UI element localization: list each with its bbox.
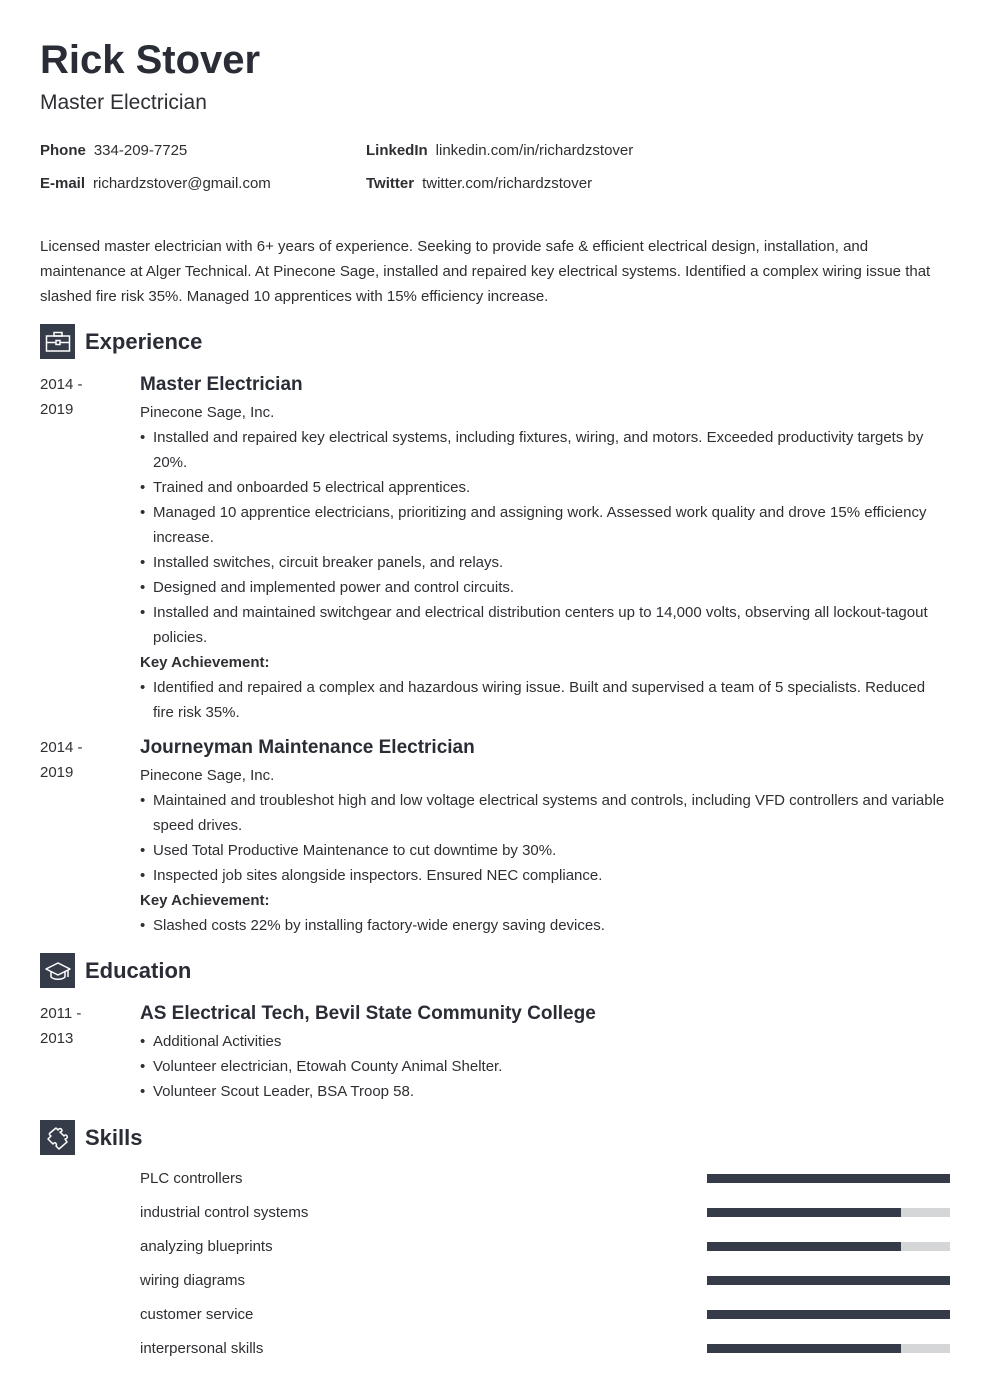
job-bullets [140,788,950,888]
skill-row [140,1331,950,1365]
skill-row [140,1229,950,1263]
education-end: 2013 [40,1030,74,1047]
skill-level-bar [707,1276,950,1285]
contact-phone-label: Phone [40,142,86,159]
skill-level-fill [707,1174,950,1183]
list-item: • Managed 10 apprentice electricians, prioritizing and assigning work. Assessed work quality and drove 15% efficiency increase. [140,500,950,550]
job-role: Journeyman Maintenance Electrician [140,737,475,758]
skill-name: interpersonal skills [140,1339,264,1357]
list-item: • Used Total Productive Maintenance to cut downtime by 30%. [140,838,950,863]
skill-name: wiring diagrams [140,1271,246,1289]
job-start: 2014 - [40,376,83,393]
list-item: • Slashed costs 22% by installing factory-wide energy saving devices. [140,913,950,938]
contact-linkedin [366,141,633,161]
skill-level-fill [707,1310,950,1319]
list-item: • Installed and maintained switchgear and electrical distribution centers up to 14,000 volts, observing all lockout-tagout policies. [140,600,950,650]
contact-twitter-value[interactable]: twitter.com/richardzstover [422,175,593,192]
achievement-bullets [140,913,950,938]
candidate-name: Rick Stover [40,38,261,82]
list-item: • Installed and repaired key electrical systems, including fixtures, wiring, and motors. Exceeded productivity targets by 20%. [140,425,950,475]
contact-twitter [366,174,592,194]
skill-level-fill [707,1208,901,1217]
contact-email [40,174,271,194]
puzzle-icon [40,1120,75,1155]
list-item: • Identified and repaired a complex and hazardous wiring issue. Built and supervised a team of 5 specialists. Reduced fire risk 35%. [140,675,950,725]
skill-level-bar [707,1310,950,1319]
candidate-title: Master Electrician [40,91,207,114]
key-achievement-label: Key Achievement: [140,654,270,671]
job-bullets [140,425,950,650]
job-entry [40,735,950,938]
job-details [140,735,950,938]
education-entry [40,1001,950,1104]
skill-level-fill [707,1242,901,1251]
briefcase-icon [40,324,75,359]
education-heading: Education [85,957,192,983]
education-bullets [140,1029,950,1104]
key-achievement-label: Key Achievement: [140,892,270,909]
job-start: 2014 - [40,739,83,756]
profile-summary: Licensed master electrician with 6+ years of experience. Seeking to provide safe & efficient electrical design, installation, and maintenance at Alger Technical. At Pinecone Sage, installed and repaired key electrical systems. Identified a complex wiring issue that slashed fire risk 35%. Managed 10 apprentices with 15% efficiency increase. [40,238,931,305]
job-details [140,372,950,725]
experience-section-header [40,324,950,359]
graduation-cap-icon [40,953,75,988]
job-company: Pinecone Sage, Inc. [140,404,275,421]
resume-page [40,36,950,1365]
experience-heading: Experience [85,328,203,354]
education-details [140,1001,950,1104]
skill-level-bar [707,1208,950,1217]
skill-level-bar [707,1174,950,1183]
list-item: • Trained and onboarded 5 electrical apprentices. [140,475,950,500]
contact-email-label: E-mail [40,175,86,192]
job-entry [40,372,950,725]
skills-list [140,1161,950,1365]
job-end: 2019 [40,401,74,418]
skill-row [140,1161,950,1195]
education-section-header [40,953,950,988]
education-start: 2011 - [40,1005,82,1022]
skill-row [140,1195,950,1229]
skill-level-bar [707,1242,950,1251]
achievement-bullets [140,675,950,725]
contact-phone-value[interactable]: 334-209-7725 [93,142,188,159]
job-role: Master Electrician [140,374,303,395]
contact-twitter-label: Twitter [366,175,415,192]
job-company: Pinecone Sage, Inc. [140,767,275,784]
list-item: • Volunteer electrician, Etowah County Animal Shelter. [140,1054,950,1079]
list-item: • Maintained and troubleshot high and low voltage electrical systems and controls, including VFD controllers and variable speed drives. [140,788,950,838]
list-item: • Volunteer Scout Leader, BSA Troop 58. [140,1079,950,1104]
list-item: • Inspected job sites alongside inspectors. Ensured NEC compliance. [140,863,950,888]
contact-linkedin-label: LinkedIn [366,142,428,159]
list-item: • Designed and implemented power and control circuits. [140,575,950,600]
education-degree: AS Electrical Tech, Bevil State Community College [140,1003,596,1024]
skills-section-header [40,1120,950,1155]
contact-info [40,138,950,204]
skill-row [140,1297,950,1331]
skill-level-bar [707,1344,950,1353]
skill-name: customer service [140,1305,254,1323]
contact-phone [40,141,187,161]
job-end: 2019 [40,764,74,781]
skills-heading: Skills [85,1124,143,1150]
skill-name: PLC controllers [140,1169,243,1187]
education-dates [40,1001,140,1104]
list-item: • Additional Activities [140,1029,950,1054]
skill-level-fill [707,1344,901,1353]
skill-name: analyzing blueprints [140,1237,273,1255]
list-item: • Installed switches, circuit breaker panels, and relays. [140,550,950,575]
contact-email-value[interactable]: richardzstover@gmail.com [93,175,271,192]
contact-linkedin-value[interactable]: linkedin.com/in/richardzstover [435,142,634,159]
skill-row [140,1263,950,1297]
skill-name: industrial control systems [140,1203,309,1221]
job-dates [40,372,140,725]
job-dates [40,735,140,938]
skill-level-fill [707,1276,950,1285]
